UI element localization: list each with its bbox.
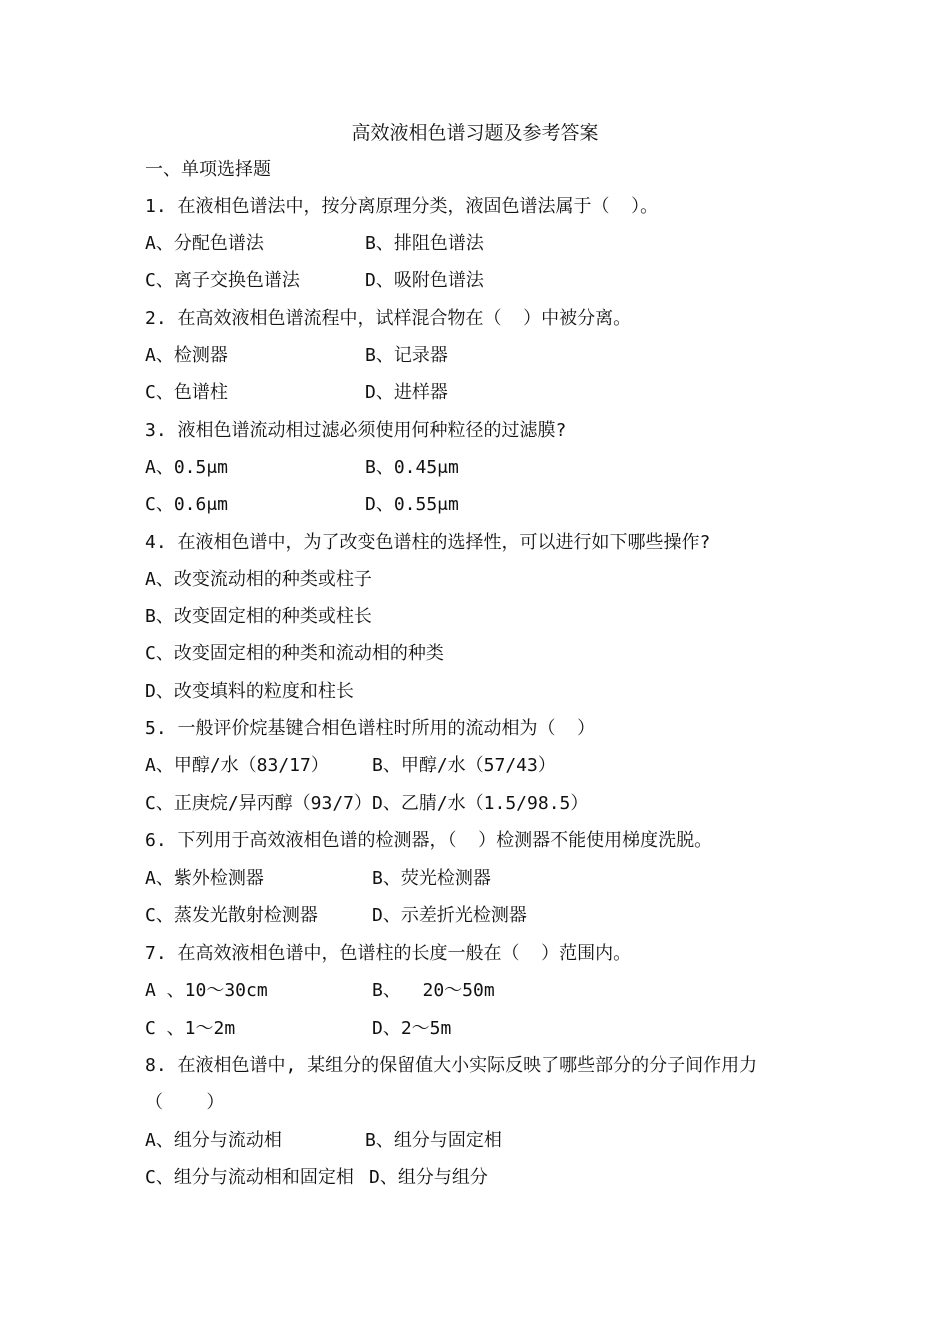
q5-option-c: C、正庚烷/异丙醇（93/7）: [145, 793, 373, 814]
q8-option-c: C、组分与流动相和固定相: [145, 1167, 354, 1188]
q7-option-a: A 、10～30cm: [145, 980, 268, 1001]
q2-option-c: C、色谱柱: [145, 382, 228, 403]
q2-option-b: B、记录器: [365, 345, 448, 366]
q3-option-a: A、0.5μm: [145, 457, 229, 478]
q4-option-a: A、改变流动相的种类或柱子: [145, 569, 372, 590]
question-8-blank: （ ）: [145, 1092, 225, 1113]
document-title: 高效液相色谱习题及参考答案: [351, 122, 599, 144]
q8-option-b: B、组分与固定相: [365, 1130, 502, 1151]
q7-option-c: C 、1～2m: [145, 1018, 236, 1039]
q5-option-b: B、甲醇/水（57/43）: [372, 755, 556, 776]
section-heading: 一、单项选择题: [145, 159, 271, 180]
question-3: 3. 液相色谱流动相过滤必须使用何种粒径的过滤膜?: [145, 420, 567, 441]
question-4: 4. 在液相色谱中，为了改变色谱柱的选择性，可以进行如下哪些操作?: [145, 532, 711, 553]
q2-option-d: D、进样器: [365, 382, 448, 403]
q4-option-b: B、改变固定相的种类或柱长: [145, 606, 372, 627]
q1-option-d: D、吸附色谱法: [365, 270, 484, 291]
q6-option-c: C、蒸发光散射检测器: [145, 905, 318, 926]
q3-option-b: B、0.45μm: [365, 457, 459, 478]
q1-option-c: C、离子交换色谱法: [145, 270, 300, 291]
question-8: 8. 在液相色谱中, 某组分的保留值大小实际反映了哪些部分的分子间作用力: [145, 1055, 758, 1076]
question-1: 1. 在液相色谱法中，按分离原理分类，液固色谱法属于（ ）。: [145, 196, 659, 217]
q5-option-d: D、乙腈/水（1.5/98.5）: [372, 793, 589, 814]
q3-option-c: C、0.6μm: [145, 494, 229, 515]
q5-option-a: A、甲醇/水（83/17）: [145, 755, 329, 776]
q2-option-a: A、检测器: [145, 345, 228, 366]
q6-option-b: B、荧光检测器: [372, 868, 491, 889]
question-6: 6. 下列用于高效液相色谱的检测器，（ ）检测器不能使用梯度洗脱。: [145, 830, 713, 851]
question-7: 7. 在高效液相色谱中，色谱柱的长度一般在（ ）范围内。: [145, 943, 632, 964]
q6-option-d: D、示差折光检测器: [372, 905, 527, 926]
q8-option-d: D、组分与组分: [369, 1167, 488, 1188]
q1-option-a: A、分配色谱法: [145, 233, 264, 254]
q1-option-b: B、排阻色谱法: [365, 233, 484, 254]
question-5: 5. 一般评价烷基键合相色谱柱时所用的流动相为（ ）: [145, 718, 596, 739]
q6-option-a: A、紫外检测器: [145, 868, 264, 889]
question-2: 2. 在高效液相色谱流程中，试样混合物在（ ）中被分离。: [145, 308, 632, 329]
q4-option-d: D、改变填料的粒度和柱长: [145, 681, 354, 702]
q7-option-b: B、 20～50m: [372, 980, 495, 1001]
q4-option-c: C、改变固定相的种类和流动相的种类: [145, 643, 444, 664]
q8-option-a: A、组分与流动相: [145, 1130, 282, 1151]
q3-option-d: D、0.55μm: [365, 494, 459, 515]
q7-option-d: D、2～5m: [372, 1018, 452, 1039]
